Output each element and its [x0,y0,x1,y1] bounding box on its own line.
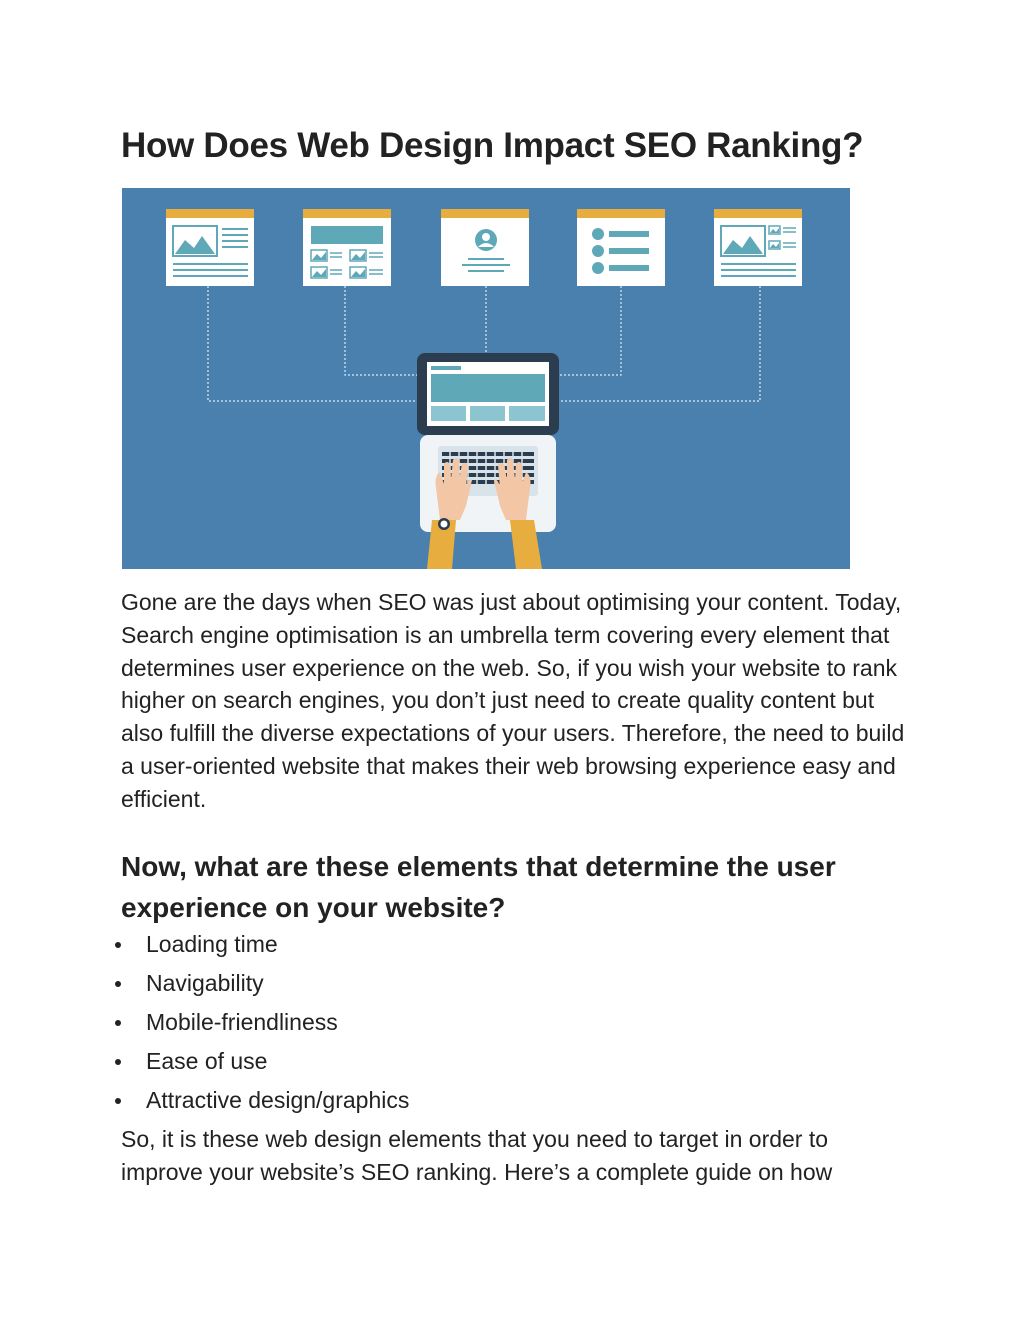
bullet-icon [115,1020,121,1026]
list-item-label: Mobile-friendliness [146,1009,338,1035]
intro-paragraph: Gone are the days when SEO was just about optimising your content. Today, Search engine optimisation is an umbrella term covering every element that determines user experience on the web. So, if you wish your website to rank higher on search engines, you don’t just need to create quality content but also fulfill the diverse expectations of your users. Therefore, the need to build a user-oriented website that makes their web browsing experience easy and efficient. [121,589,905,812]
ux-elements-list [115,925,409,1120]
hero-illustration [122,188,850,569]
profile-card-icon [441,209,529,286]
image-grid-card-icon [303,209,391,286]
bullet-icon [115,1098,121,1104]
list-item-label: Loading time [146,931,278,957]
list-item [115,1081,409,1120]
page-title: How Does Web Design Impact SEO Ranking? [121,126,864,165]
list-item-label: Navigability [146,970,264,996]
section-heading: Now, what are these elements that determine the user experience on your website? [121,851,836,923]
list-item-label: Ease of use [146,1048,268,1074]
list-item [115,925,409,964]
list-card-icon [577,209,665,286]
list-item [115,1003,409,1042]
list-item [115,964,409,1003]
closing-paragraph: So, it is these web design elements that you need to target in order to improve your website’s SEO ranking. Here’s a complete guide on how [121,1126,833,1185]
list-item-label: Attractive design/graphics [146,1087,410,1113]
bullet-icon [115,942,121,948]
image-text-card-icon [166,209,254,286]
bullet-icon [115,1059,121,1065]
image-gallery-card-icon [714,209,802,286]
list-item [115,1042,409,1081]
bullet-icon [115,981,121,987]
